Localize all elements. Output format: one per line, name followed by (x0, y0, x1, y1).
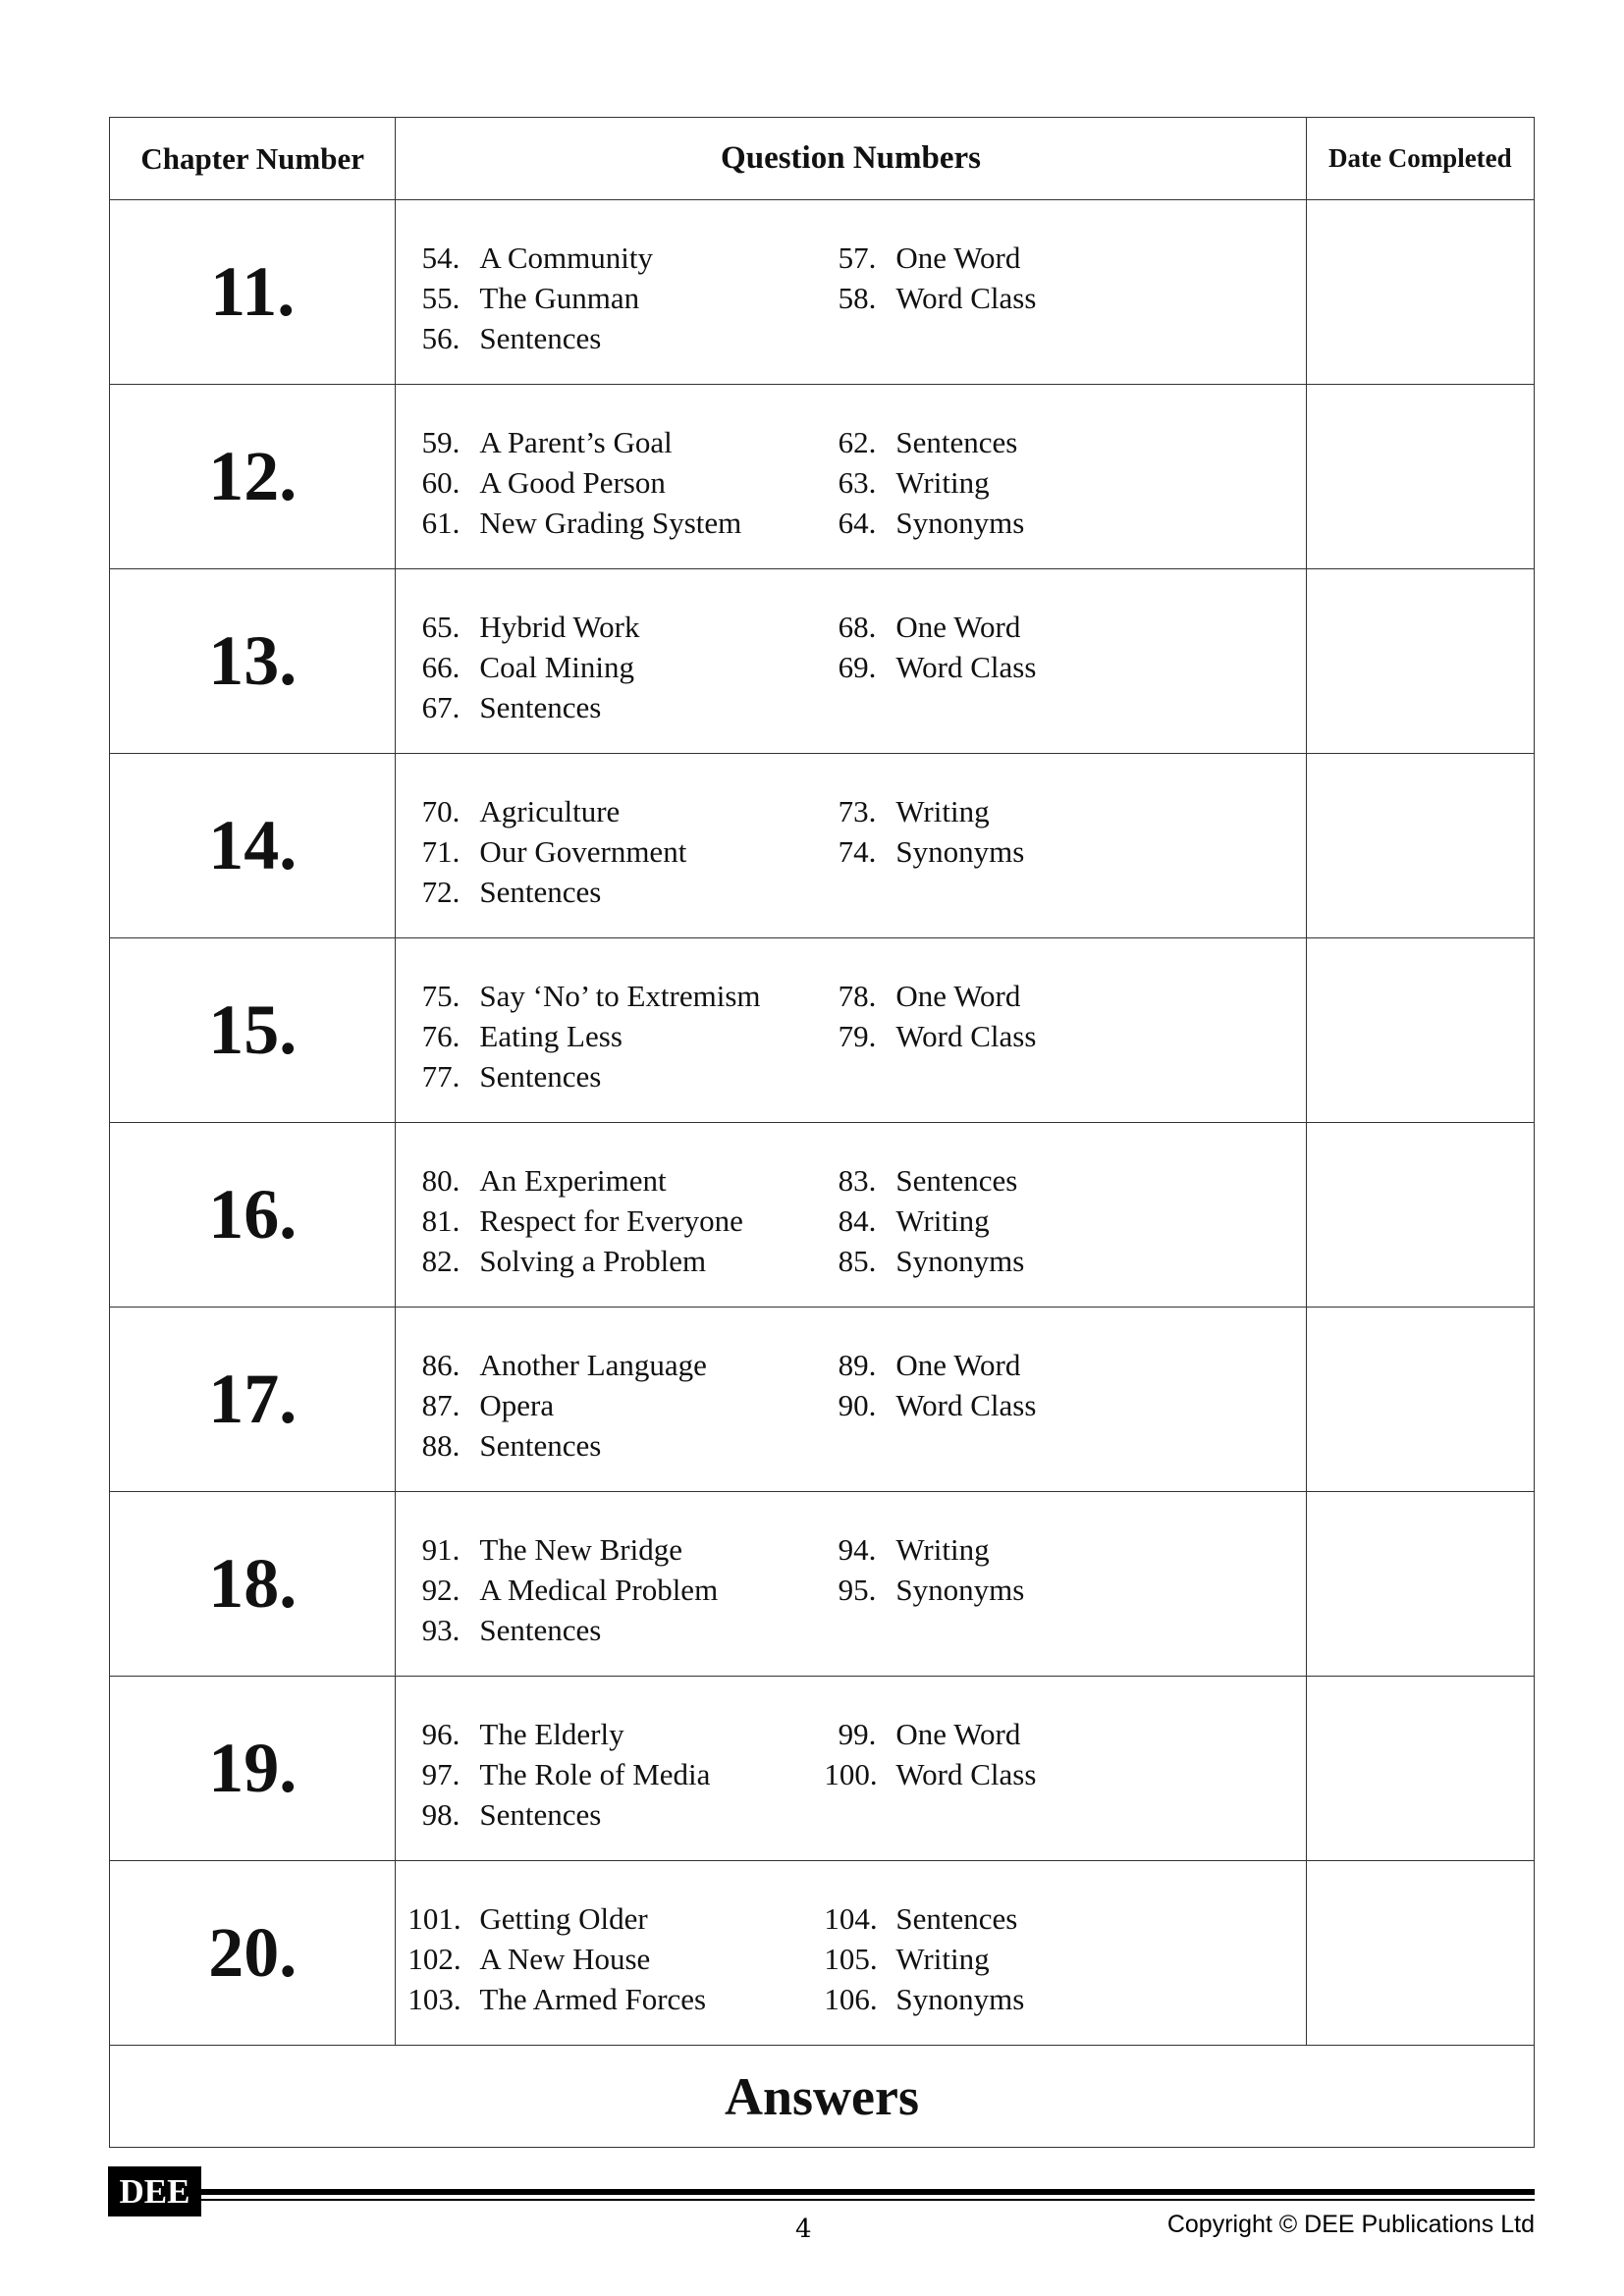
question-title: A New House (479, 1942, 651, 1976)
question-title: Another Language (479, 1348, 707, 1382)
question-number: 79. (838, 1019, 877, 1053)
question-number: 65. (421, 610, 460, 644)
question-title: Sentences (895, 1901, 1018, 1936)
question-item (407, 1610, 718, 1650)
chapter-row (110, 385, 1535, 569)
question-number: 99. (838, 1717, 877, 1751)
question-number: 55. (421, 281, 460, 315)
question-item (407, 976, 760, 1016)
question-item (407, 831, 686, 872)
question-number: 60. (421, 465, 460, 500)
question-number: 94. (838, 1532, 877, 1567)
question-number: 83. (838, 1163, 877, 1198)
question-number: 101. (407, 1901, 461, 1936)
question-title: Hybrid Work (479, 610, 640, 644)
question-column-right (824, 791, 1024, 872)
question-title: Writing (895, 1532, 990, 1567)
question-column-left (407, 607, 639, 727)
question-number: 106. (824, 1982, 878, 2016)
question-item (824, 1570, 1024, 1610)
question-column-right (824, 1898, 1024, 2019)
question-item (824, 791, 1024, 831)
question-item (407, 278, 653, 318)
question-item (407, 607, 639, 647)
question-column-left (407, 976, 760, 1096)
question-item (407, 1794, 710, 1835)
question-title: Word Class (895, 281, 1037, 315)
question-column-left (407, 791, 686, 912)
question-column-left (407, 422, 741, 543)
chapter-number: 11. (110, 200, 396, 385)
question-number: 68. (838, 610, 877, 644)
question-title: Eating Less (479, 1019, 623, 1053)
question-item (407, 687, 639, 727)
question-title: Synonyms (895, 1244, 1025, 1278)
question-item (824, 462, 1024, 503)
chapter-row (110, 938, 1535, 1123)
question-number: 86. (421, 1348, 460, 1382)
question-item (824, 1898, 1024, 1939)
question-number: 90. (838, 1388, 877, 1422)
question-title: Sentences (895, 1163, 1018, 1198)
question-number: 85. (838, 1244, 877, 1278)
question-title: Sentences (479, 690, 602, 724)
question-item (407, 318, 653, 358)
question-item (824, 1345, 1036, 1385)
question-item (407, 647, 639, 687)
question-title: Sentences (479, 321, 602, 355)
question-number: 62. (838, 425, 877, 459)
question-number: 78. (838, 979, 877, 1013)
question-item (824, 1241, 1024, 1281)
question-title: Writing (895, 1203, 990, 1238)
question-list-cell (396, 938, 1306, 1123)
question-column-left (407, 1345, 707, 1466)
chapter-number: 17. (110, 1308, 396, 1492)
footer-rule-thick (201, 2189, 1535, 2195)
question-title: The Role of Media (479, 1757, 711, 1791)
question-title: Word Class (895, 650, 1037, 684)
question-number: 92. (421, 1573, 460, 1607)
chapter-row (110, 1123, 1535, 1308)
question-list-cell (396, 569, 1306, 754)
question-numbers-header: Question Numbers (396, 118, 1306, 200)
question-number: 64. (838, 506, 877, 540)
question-item (407, 1898, 706, 1939)
question-item (407, 1241, 743, 1281)
question-column-right (824, 607, 1036, 687)
question-item (407, 1345, 707, 1385)
question-item (407, 1201, 743, 1241)
question-list-cell (396, 1492, 1306, 1677)
question-title: One Word (895, 1717, 1021, 1751)
question-list-cell (396, 754, 1306, 938)
question-list-cell (396, 1123, 1306, 1308)
question-column-right (824, 1529, 1024, 1610)
footer-rule-thin (201, 2199, 1535, 2201)
question-item (824, 647, 1036, 687)
question-number: 96. (421, 1717, 460, 1751)
question-item (407, 1939, 706, 1979)
question-title: Synonyms (895, 834, 1025, 869)
question-item (407, 1529, 718, 1570)
question-item (824, 1754, 1036, 1794)
question-title: One Word (895, 1348, 1021, 1382)
question-item (407, 422, 741, 462)
question-item (824, 503, 1024, 543)
question-title: The Elderly (479, 1717, 624, 1751)
chapter-number: 20. (110, 1861, 396, 2046)
question-number: 61. (421, 506, 460, 540)
question-title: A Community (479, 240, 653, 275)
question-column-right (824, 422, 1024, 543)
question-number: 91. (421, 1532, 460, 1567)
date-completed-cell[interactable] (1306, 385, 1534, 569)
question-item (407, 791, 686, 831)
question-title: Coal Mining (479, 650, 634, 684)
question-item (824, 607, 1036, 647)
question-number: 71. (421, 834, 460, 869)
question-title: Agriculture (479, 794, 621, 828)
question-column-left (407, 238, 653, 358)
question-title: One Word (895, 610, 1021, 644)
question-number: 98. (421, 1797, 460, 1832)
answers-heading: Answers (110, 2046, 1535, 2148)
question-title: Sentences (895, 425, 1018, 459)
question-title: The New Bridge (479, 1532, 682, 1567)
question-number: 57. (838, 240, 877, 275)
question-number: 82. (421, 1244, 460, 1278)
question-number: 59. (421, 425, 460, 459)
question-item (824, 278, 1036, 318)
question-number: 67. (421, 690, 460, 724)
question-column-left (407, 1160, 743, 1281)
question-item (824, 1529, 1024, 1570)
chapter-number-header: Chapter Number (110, 118, 396, 200)
date-completed-cell[interactable] (1306, 1492, 1534, 1677)
question-number: 104. (824, 1901, 878, 1936)
chapter-table-body (110, 200, 1535, 2046)
question-title: Sentences (479, 875, 602, 909)
question-number: 70. (421, 794, 460, 828)
question-list-cell (396, 1677, 1306, 1861)
question-item (824, 238, 1036, 278)
question-item (407, 872, 686, 912)
question-list-cell (396, 1861, 1306, 2046)
chapter-number: 14. (110, 754, 396, 938)
question-column-left (407, 1714, 710, 1835)
question-column-left (407, 1898, 706, 2019)
question-number: 63. (838, 465, 877, 500)
question-list-cell (396, 385, 1306, 569)
question-item (824, 422, 1024, 462)
chapter-table (109, 117, 1535, 2148)
question-title: Writing (895, 1942, 990, 1976)
question-title: Solving a Problem (479, 1244, 707, 1278)
question-item (407, 462, 741, 503)
question-title: An Experiment (479, 1163, 667, 1198)
question-title: A Good Person (479, 465, 666, 500)
question-number: 89. (838, 1348, 877, 1382)
question-item (407, 1016, 760, 1056)
question-item (824, 1160, 1024, 1201)
question-number: 76. (421, 1019, 460, 1053)
question-number: 56. (421, 321, 460, 355)
chapter-row (110, 1861, 1535, 2046)
chapter-row (110, 200, 1535, 385)
question-number: 103. (407, 1982, 461, 2016)
question-number: 69. (838, 650, 877, 684)
question-item (407, 1714, 710, 1754)
question-number: 100. (824, 1757, 878, 1791)
date-completed-cell[interactable] (1306, 754, 1534, 938)
copyright-notice: Copyright © DEE Publications Ltd (1166, 2211, 1535, 2238)
chapter-number: 16. (110, 1123, 396, 1308)
question-title: Synonyms (895, 1573, 1025, 1607)
question-number: 72. (421, 875, 460, 909)
question-column-right (824, 1714, 1036, 1794)
chapter-row (110, 1492, 1535, 1677)
question-title: Sentences (479, 1428, 602, 1463)
date-completed-cell[interactable] (1306, 1677, 1534, 1861)
chapter-number: 12. (110, 385, 396, 569)
chapter-row (110, 1677, 1535, 1861)
question-number: 73. (838, 794, 877, 828)
question-number: 80. (421, 1163, 460, 1198)
date-completed-cell[interactable] (1306, 569, 1534, 754)
question-number: 54. (421, 240, 460, 275)
question-title: Sentences (479, 1059, 602, 1094)
chapter-row (110, 1308, 1535, 1492)
question-title: Writing (895, 794, 990, 828)
chapter-number: 15. (110, 938, 396, 1123)
question-column-left (407, 1529, 718, 1650)
question-item (824, 976, 1036, 1016)
question-title: Our Government (479, 834, 687, 869)
question-number: 66. (421, 650, 460, 684)
question-item (824, 1201, 1024, 1241)
question-title: A Medical Problem (479, 1573, 719, 1607)
question-item (407, 503, 741, 543)
date-completed-cell[interactable] (1306, 1861, 1534, 2046)
question-item (407, 1979, 706, 2019)
question-column-right (824, 238, 1036, 318)
question-item (824, 1939, 1024, 1979)
date-completed-cell[interactable] (1306, 938, 1534, 1123)
question-item (407, 1056, 760, 1096)
dee-logo: DEE (108, 2166, 201, 2216)
date-completed-cell[interactable] (1306, 200, 1534, 385)
question-item (407, 1425, 707, 1466)
question-number: 93. (421, 1613, 460, 1647)
question-number: 75. (421, 979, 460, 1013)
question-title: The Armed Forces (479, 1982, 707, 2016)
question-title: Respect for Everyone (479, 1203, 743, 1238)
question-title: Word Class (895, 1388, 1037, 1422)
question-list-cell (396, 200, 1306, 385)
question-item (824, 1016, 1036, 1056)
question-item (407, 1570, 718, 1610)
question-title: Writing (895, 465, 990, 500)
question-item (407, 1754, 710, 1794)
question-item (824, 1979, 1024, 2019)
question-number: 77. (421, 1059, 460, 1094)
question-number: 88. (421, 1428, 460, 1463)
question-list-cell (396, 1308, 1306, 1492)
question-title: Sentences (479, 1613, 602, 1647)
question-column-right (824, 1345, 1036, 1425)
question-item (824, 1714, 1036, 1754)
chapter-number: 13. (110, 569, 396, 754)
question-title: Sentences (479, 1797, 602, 1832)
question-number: 58. (838, 281, 877, 315)
question-title: Word Class (895, 1757, 1037, 1791)
question-column-right (824, 976, 1036, 1056)
question-item (407, 1160, 743, 1201)
question-item (824, 1385, 1036, 1425)
question-title: The Gunman (479, 281, 640, 315)
page-number: 4 (795, 2215, 812, 2244)
chapter-row (110, 754, 1535, 938)
question-number: 74. (838, 834, 877, 869)
question-number: 97. (421, 1757, 460, 1791)
date-completed-header: Date Completed (1306, 118, 1534, 200)
question-title: Synonyms (895, 1982, 1025, 2016)
question-number: 87. (421, 1388, 460, 1422)
chapter-number: 18. (110, 1492, 396, 1677)
question-number: 95. (838, 1573, 877, 1607)
date-completed-cell[interactable] (1306, 1308, 1534, 1492)
chapter-row (110, 569, 1535, 754)
question-column-right (824, 1160, 1024, 1281)
question-number: 81. (421, 1203, 460, 1238)
question-item (824, 831, 1024, 872)
question-title: A Parent’s Goal (479, 425, 673, 459)
question-title: Synonyms (895, 506, 1025, 540)
question-number: 102. (407, 1942, 461, 1976)
question-item (407, 1385, 707, 1425)
question-title: Word Class (895, 1019, 1037, 1053)
question-title: One Word (895, 979, 1021, 1013)
question-title: Say ‘No’ to Extremism (479, 979, 761, 1013)
date-completed-cell[interactable] (1306, 1123, 1534, 1308)
chapter-number: 19. (110, 1677, 396, 1861)
question-title: Opera (479, 1388, 555, 1422)
answers-row (110, 2046, 1535, 2148)
question-title: Getting Older (479, 1901, 648, 1936)
question-title: One Word (895, 240, 1021, 275)
question-number: 105. (824, 1942, 878, 1976)
question-item (407, 238, 653, 278)
question-title: New Grading System (479, 506, 742, 540)
question-number: 84. (838, 1203, 877, 1238)
table-header-row (110, 118, 1535, 200)
